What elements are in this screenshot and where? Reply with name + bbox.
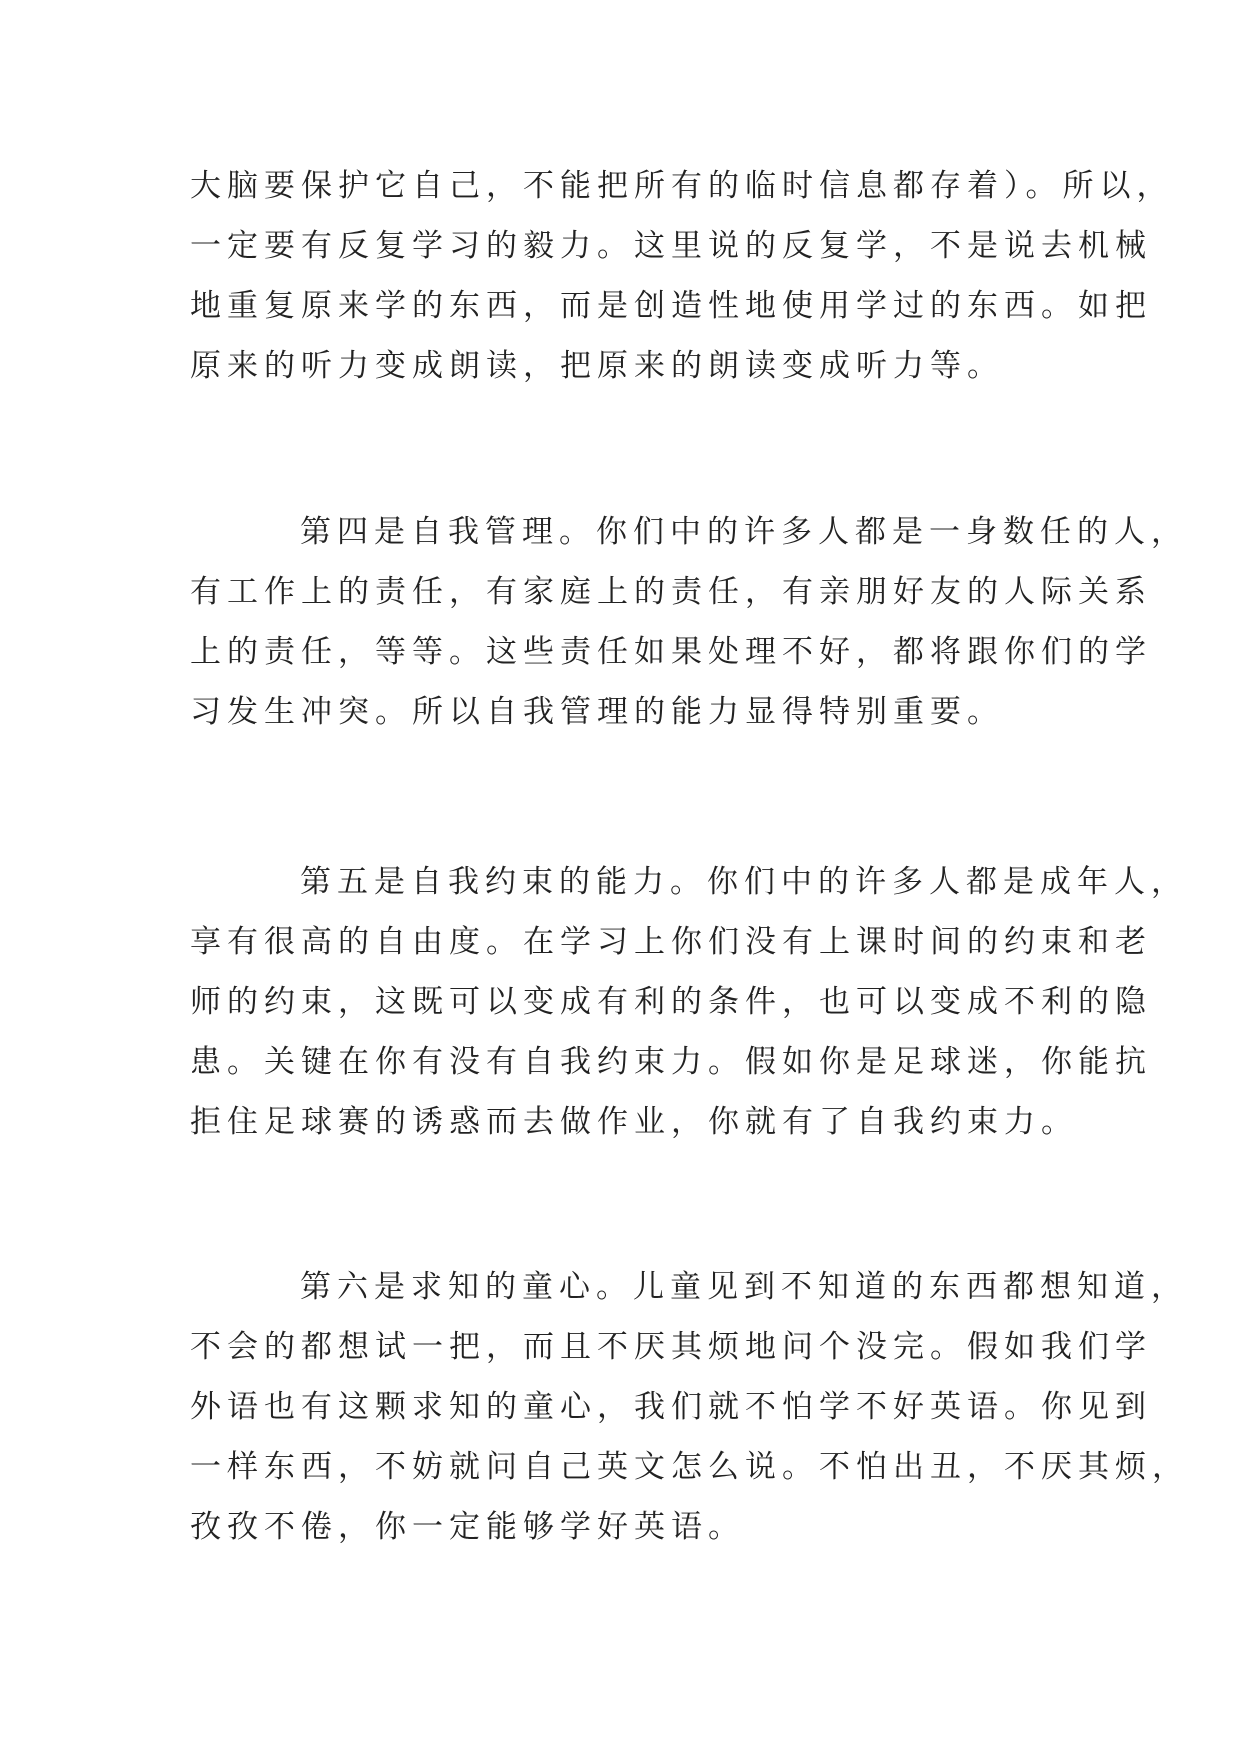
paragraph-continuation [190,156,1174,396]
paragraph-line: 大脑要保护它自己，不能把所有的临时信息都存着）。所以， [190,168,1174,204]
paragraph-line: 习发生冲突。所以自我管理的能力显得特别重要。 [190,694,1004,730]
paragraph-line: 第六是求知的童心。儿童见到不知道的东西都想知道， [300,1269,1188,1305]
paragraph-line: 一定要有反复学习的毅力。这里说的反复学，不是说去机械 [190,228,1152,264]
paragraph-line: 师的约束，这既可以变成有利的条件，也可以变成不利的隐 [190,984,1152,1020]
paragraph-line: 上的责任，等等。这些责任如果处理不好，都将跟你们的学 [190,634,1152,670]
paragraph-line: 一样东西，不妨就问自己英文怎么说。不怕出丑，不厌其烦， [190,1449,1189,1485]
paragraph-line: 原来的听力变成朗读，把原来的朗读变成听力等。 [190,348,1004,384]
paragraph-line: 有工作上的责任，有家庭上的责任，有亲朋好友的人际关系 [190,574,1152,610]
paragraph-line: 拒住足球赛的诱惑而去做作业，你就有了自我约束力。 [190,1104,1078,1140]
paragraph-line: 第四是自我管理。你们中的许多人都是一身数任的人， [300,514,1188,550]
paragraph-line: 地重复原来学的东西，而是创造性地使用学过的东西。如把 [190,288,1152,324]
paragraph-line: 外语也有这颗求知的童心，我们就不怕学不好英语。你见到 [190,1389,1152,1425]
paragraph-self-discipline [190,852,1188,1152]
paragraph-line: 第五是自我约束的能力。你们中的许多人都是成年人， [300,864,1188,900]
paragraph-line: 患。关键在你有没有自我约束力。假如你是足球迷，你能抗 [190,1044,1152,1080]
paragraph-line: 享有很高的自由度。在学习上你们没有上课时间的约束和老 [190,924,1152,960]
paragraph-self-management [190,502,1188,742]
paragraph-line: 不会的都想试一把，而且不厌其烦地问个没完。假如我们学 [190,1329,1152,1365]
paragraph-line: 孜孜不倦，你一定能够学好英语。 [190,1509,745,1545]
paragraph-curiosity [190,1257,1189,1557]
